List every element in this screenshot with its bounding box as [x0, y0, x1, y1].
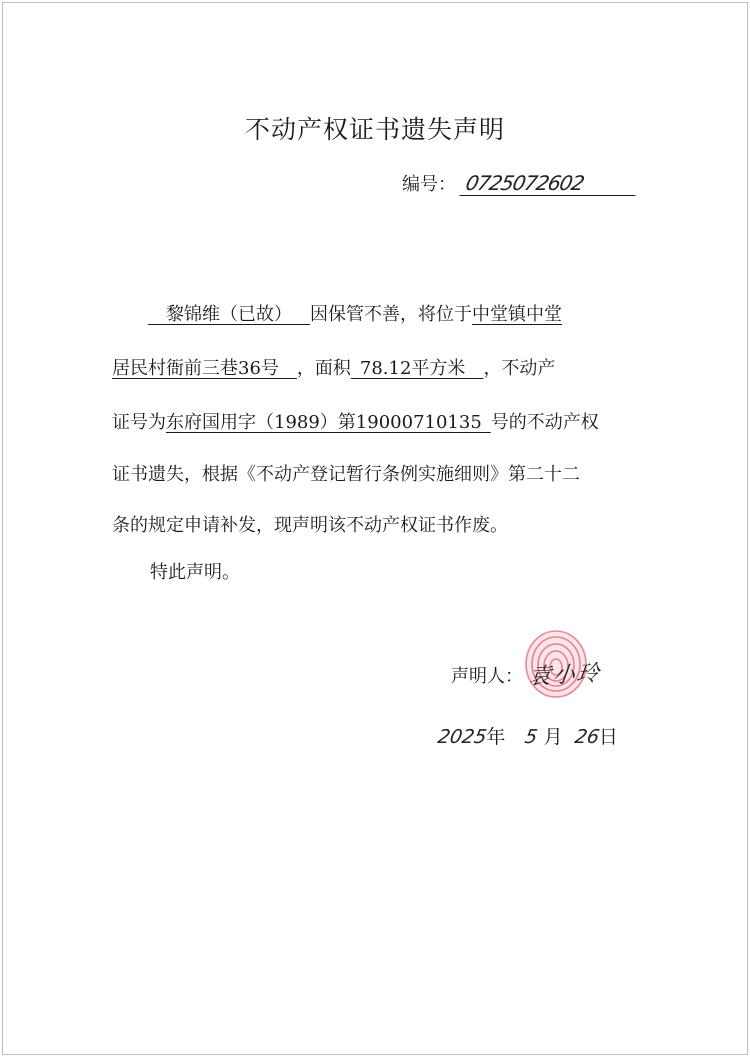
date-month-unit: 月: [543, 726, 563, 748]
text-cert-b: 证号为: [112, 412, 166, 433]
closing-statement: 特此声明。: [150, 562, 240, 583]
location-field-part2: [112, 358, 297, 379]
area-field: [351, 358, 484, 379]
date-month: 5: [523, 726, 540, 748]
declarant-signature: 袁小玲: [526, 661, 602, 690]
serial-number-row: [402, 170, 638, 196]
cert-number-field: [166, 412, 491, 433]
date-year: 2025: [436, 726, 489, 748]
document-title: 不动产权证书遗失声明: [244, 115, 505, 144]
owner-name-field: [148, 304, 310, 325]
text-cert-a: ，不动产: [483, 358, 556, 379]
owner-name: 黎锦维（已故）: [166, 304, 292, 325]
body-line-3: [112, 408, 599, 434]
serial-label: 编号：: [402, 174, 456, 195]
serial-number-handwritten: 0725072602: [459, 171, 640, 196]
location-part1: 中堂镇中堂: [472, 304, 562, 325]
declarant-label: 声明人：: [451, 666, 523, 687]
body-line-4: 证书遗失，根据《不动产登记暂行条例实施细则》第二十二: [112, 464, 580, 485]
body-line-2: [112, 354, 555, 380]
location-part2: 居民村衙前三巷36号: [112, 358, 279, 379]
text-because: 因保管不善，将位于: [310, 304, 472, 325]
area-value: 78.12平方米: [359, 358, 466, 379]
body-line-5: 条的规定申请补发，现声明该不动产权证书作废。: [112, 515, 508, 536]
date-day: 26: [572, 726, 601, 748]
date-row: [438, 722, 618, 749]
body-line-1: [112, 300, 562, 326]
location-field-part1: [472, 304, 562, 325]
declarant-row: [451, 658, 601, 689]
text-cert-c: 号的不动产权: [490, 412, 599, 433]
date-day-unit: 日: [598, 726, 618, 748]
text-area: ，面积: [296, 358, 351, 379]
cert-number: 东府国用字（1989）第19000710135: [166, 412, 482, 433]
date-year-unit: 年: [486, 726, 506, 748]
